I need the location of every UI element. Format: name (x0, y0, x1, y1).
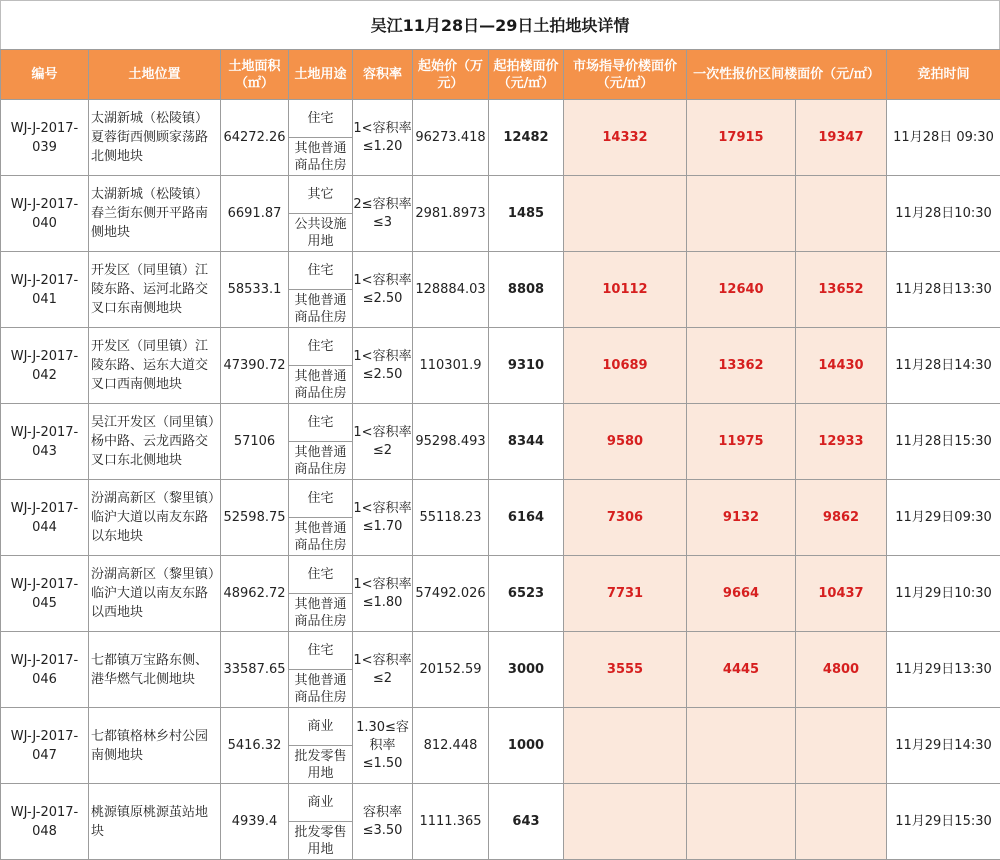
cell-ratio: 1.30≤容积率≤1.50 (353, 708, 413, 784)
cell-location: 吴江开发区（同里镇）杨中路、云龙西路交叉口东北侧地块 (89, 404, 221, 480)
cell-auction-time: 11月28日15:30 (887, 404, 1000, 480)
cell-use-secondary: 其他普通商品住房 (289, 442, 353, 480)
cell-start-floor-price: 8808 (489, 252, 564, 328)
cell-location: 桃源镇原桃源茧站地块 (89, 784, 221, 860)
cell-ratio: 1<容积率≤2 (353, 404, 413, 480)
cell-start-price: 95298.493 (413, 404, 489, 480)
cell-location: 开发区（同里镇）江陵东路、运河北路交叉口东南侧地块 (89, 252, 221, 328)
cell-market-guide (564, 708, 687, 784)
table-row (1, 176, 1000, 214)
cell-use-primary: 住宅 (289, 632, 353, 670)
header-start-price: 起始价（万元） (413, 50, 489, 100)
cell-use-primary: 住宅 (289, 100, 353, 138)
cell-use-secondary: 其他普通商品住房 (289, 670, 353, 708)
cell-code: WJ-J-2017-048 (1, 784, 89, 860)
cell-location: 开发区（同里镇）江陵东路、运东大道交叉口西南侧地块 (89, 328, 221, 404)
table-row (1, 328, 1000, 366)
cell-start-floor-price: 12482 (489, 100, 564, 176)
cell-use-primary: 住宅 (289, 328, 353, 366)
cell-auction-time: 11月29日15:30 (887, 784, 1000, 860)
table-row (1, 632, 1000, 670)
cell-market-guide: 3555 (564, 632, 687, 708)
cell-start-floor-price: 6523 (489, 556, 564, 632)
cell-range-high: 13652 (796, 252, 887, 328)
cell-ratio: 1<容积率≤1.20 (353, 100, 413, 176)
cell-range-low (687, 708, 796, 784)
cell-range-high: 10437 (796, 556, 887, 632)
cell-use-secondary: 批发零售用地 (289, 822, 353, 860)
cell-auction-time: 11月29日09:30 (887, 480, 1000, 556)
cell-location: 太湖新城（松陵镇）春兰街东侧开平路南侧地块 (89, 176, 221, 252)
cell-use-primary: 商业 (289, 708, 353, 746)
cell-ratio: 1<容积率≤2.50 (353, 252, 413, 328)
cell-location: 汾湖高新区（黎里镇）临沪大道以南友东路以西地块 (89, 556, 221, 632)
cell-area: 64272.26 (221, 100, 289, 176)
cell-start-floor-price: 8344 (489, 404, 564, 480)
cell-market-guide: 7731 (564, 556, 687, 632)
cell-start-price: 57492.026 (413, 556, 489, 632)
table-row (1, 252, 1000, 290)
cell-start-floor-price: 1485 (489, 176, 564, 252)
cell-use-primary: 商业 (289, 784, 353, 822)
cell-auction-time: 11月28日10:30 (887, 176, 1000, 252)
cell-area: 58533.1 (221, 252, 289, 328)
cell-code: WJ-J-2017-039 (1, 100, 89, 176)
cell-range-high (796, 176, 887, 252)
cell-ratio: 2≤容积率≤3 (353, 176, 413, 252)
cell-code: WJ-J-2017-042 (1, 328, 89, 404)
cell-use-primary: 住宅 (289, 480, 353, 518)
cell-start-price: 55118.23 (413, 480, 489, 556)
header-market-guide: 市场指导价楼面价（元/㎡） (564, 50, 687, 100)
cell-location: 七都镇万宝路东侧、港华燃气北侧地块 (89, 632, 221, 708)
cell-location: 七都镇格林乡村公园南侧地块 (89, 708, 221, 784)
cell-start-price: 128884.03 (413, 252, 489, 328)
cell-use-primary: 住宅 (289, 556, 353, 594)
cell-area: 48962.72 (221, 556, 289, 632)
cell-range-low: 11975 (687, 404, 796, 480)
cell-auction-time: 11月29日13:30 (887, 632, 1000, 708)
cell-market-guide: 9580 (564, 404, 687, 480)
cell-use-secondary: 其他普通商品住房 (289, 518, 353, 556)
header-use: 土地用途 (289, 50, 353, 100)
cell-range-low: 12640 (687, 252, 796, 328)
cell-use-secondary: 其他普通商品住房 (289, 594, 353, 632)
land-parcel-table (0, 49, 1000, 860)
header-ratio: 容积率 (353, 50, 413, 100)
cell-range-high: 9862 (796, 480, 887, 556)
sheet-title: 吴江11月28日—29日土拍地块详情 (0, 0, 1000, 49)
cell-market-guide (564, 176, 687, 252)
table-body (1, 100, 1000, 860)
cell-location: 太湖新城（松陵镇）夏蓉街西侧顾家荡路北侧地块 (89, 100, 221, 176)
cell-market-guide: 10112 (564, 252, 687, 328)
cell-code: WJ-J-2017-040 (1, 176, 89, 252)
table-row (1, 708, 1000, 746)
cell-ratio: 1<容积率≤1.80 (353, 556, 413, 632)
cell-start-floor-price: 9310 (489, 328, 564, 404)
cell-ratio: 1<容积率≤2.50 (353, 328, 413, 404)
cell-range-low: 17915 (687, 100, 796, 176)
cell-start-price: 1111.365 (413, 784, 489, 860)
cell-start-price: 110301.9 (413, 328, 489, 404)
cell-auction-time: 11月29日14:30 (887, 708, 1000, 784)
cell-code: WJ-J-2017-043 (1, 404, 89, 480)
cell-range-high (796, 784, 887, 860)
header-start-floor-price: 起拍楼面价（元/㎡） (489, 50, 564, 100)
cell-ratio: 容积率≤3.50 (353, 784, 413, 860)
table-row (1, 480, 1000, 518)
header-location: 土地位置 (89, 50, 221, 100)
cell-range-high: 19347 (796, 100, 887, 176)
cell-use-primary: 住宅 (289, 404, 353, 442)
header-auction-time: 竞拍时间 (887, 50, 1000, 100)
cell-use-secondary: 其他普通商品住房 (289, 290, 353, 328)
cell-range-low (687, 176, 796, 252)
cell-range-high: 12933 (796, 404, 887, 480)
table-row (1, 556, 1000, 594)
cell-ratio: 1<容积率≤2 (353, 632, 413, 708)
cell-range-high (796, 708, 887, 784)
cell-code: WJ-J-2017-045 (1, 556, 89, 632)
header-one-time-range: 一次性报价区间楼面价（元/㎡） (687, 50, 887, 100)
cell-auction-time: 11月29日10:30 (887, 556, 1000, 632)
cell-range-low: 13362 (687, 328, 796, 404)
cell-market-guide: 10689 (564, 328, 687, 404)
cell-use-secondary: 公共设施用地 (289, 214, 353, 252)
cell-use-secondary: 批发零售用地 (289, 746, 353, 784)
cell-area: 5416.32 (221, 708, 289, 784)
cell-range-low: 4445 (687, 632, 796, 708)
cell-area: 57106 (221, 404, 289, 480)
cell-start-price: 812.448 (413, 708, 489, 784)
cell-range-low: 9664 (687, 556, 796, 632)
cell-range-high: 4800 (796, 632, 887, 708)
cell-start-floor-price: 1000 (489, 708, 564, 784)
header-code: 编号 (1, 50, 89, 100)
cell-market-guide: 7306 (564, 480, 687, 556)
cell-start-price: 20152.59 (413, 632, 489, 708)
cell-range-high: 14430 (796, 328, 887, 404)
cell-start-price: 96273.418 (413, 100, 489, 176)
cell-use-secondary: 其他普通商品住房 (289, 138, 353, 176)
cell-code: WJ-J-2017-047 (1, 708, 89, 784)
header-area: 土地面积（㎡） (221, 50, 289, 100)
table-row (1, 404, 1000, 442)
table-row (1, 784, 1000, 822)
cell-start-floor-price: 643 (489, 784, 564, 860)
cell-start-floor-price: 3000 (489, 632, 564, 708)
cell-auction-time: 11月28日13:30 (887, 252, 1000, 328)
cell-code: WJ-J-2017-041 (1, 252, 89, 328)
header-row (1, 50, 1000, 100)
cell-area: 33587.65 (221, 632, 289, 708)
cell-use-primary: 其它 (289, 176, 353, 214)
cell-location: 汾湖高新区（黎里镇）临沪大道以南友东路以东地块 (89, 480, 221, 556)
cell-area: 47390.72 (221, 328, 289, 404)
cell-auction-time: 11月28日 09:30 (887, 100, 1000, 176)
cell-code: WJ-J-2017-044 (1, 480, 89, 556)
table-row (1, 100, 1000, 138)
cell-market-guide: 14332 (564, 100, 687, 176)
cell-area: 6691.87 (221, 176, 289, 252)
cell-code: WJ-J-2017-046 (1, 632, 89, 708)
cell-ratio: 1<容积率≤1.70 (353, 480, 413, 556)
cell-range-low (687, 784, 796, 860)
cell-range-low: 9132 (687, 480, 796, 556)
cell-area: 52598.75 (221, 480, 289, 556)
cell-use-primary: 住宅 (289, 252, 353, 290)
cell-area: 4939.4 (221, 784, 289, 860)
cell-auction-time: 11月28日14:30 (887, 328, 1000, 404)
cell-use-secondary: 其他普通商品住房 (289, 366, 353, 404)
cell-market-guide (564, 784, 687, 860)
cell-start-floor-price: 6164 (489, 480, 564, 556)
cell-start-price: 2981.8973 (413, 176, 489, 252)
